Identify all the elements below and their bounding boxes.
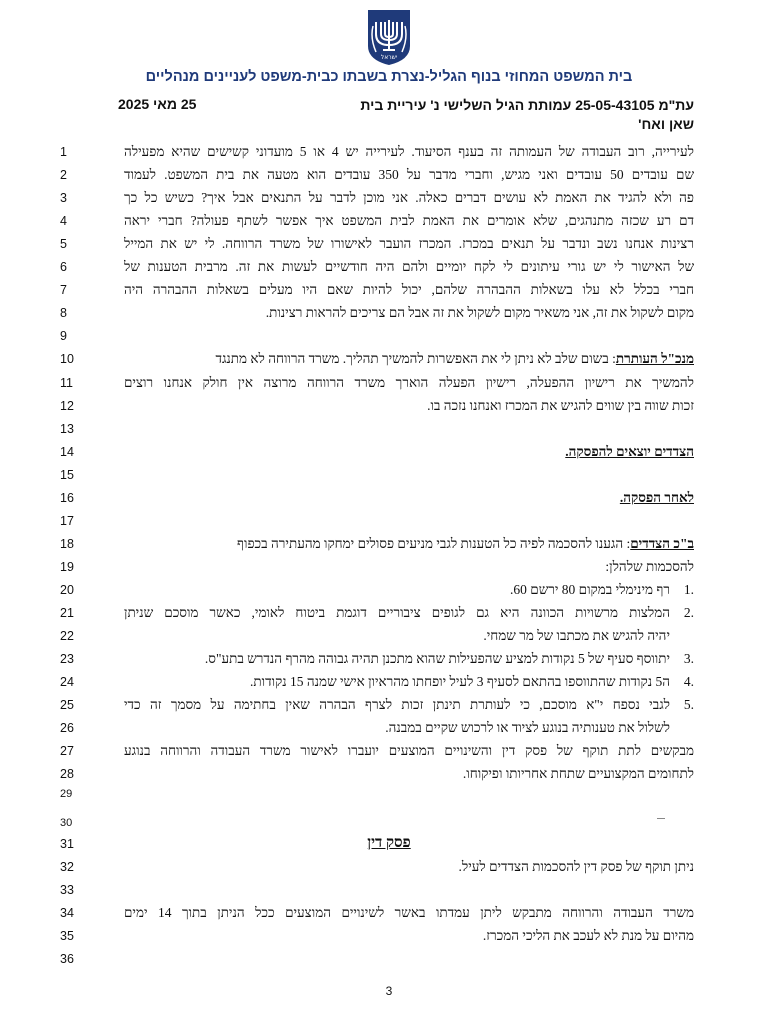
line-number: 12: [60, 398, 74, 413]
transcript-line: [0, 672, 778, 695]
list-item-number: 1.: [683, 581, 694, 597]
line-number: 22: [60, 629, 74, 644]
list-item-text: רף מינימלי במקום 80 ירשם 60.: [510, 581, 670, 597]
line-number: 16: [60, 490, 74, 505]
list-item-number: 4.: [683, 674, 694, 690]
transcript-line: [0, 280, 778, 303]
line-number: 23: [60, 652, 74, 667]
line-text: לתחומים המקצועיים שתחת אחריותו ופיקוחו.: [462, 766, 694, 782]
line-text: פה ולא להגיד את האמת לא עושים דברים כאלה. אני מוכן לדבר על התנאים אבל איך? כשיש כל כך: [124, 190, 694, 206]
list-item-number: 5.: [683, 697, 694, 713]
line-number: 9: [60, 329, 67, 344]
transcript-line: [0, 949, 778, 972]
line-number: 26: [60, 721, 74, 736]
transcript-line: [0, 557, 778, 580]
line-number: 19: [60, 559, 74, 574]
transcript-line: [0, 234, 778, 257]
transcript-line: [0, 649, 778, 672]
page-number: 3: [385, 984, 393, 998]
line-text: מקום לשקול את זה, אני משאיר מקום לשקול את זה אבל הם צריכים להראות רצינות.: [265, 305, 694, 321]
line-text: רצינות אנחנו נשב ונדבר על תנאים במכרז. המכרז הועבר לאישורו של משרד הרווחה. לי יש את המייל: [124, 236, 694, 252]
line-number: 2: [60, 168, 67, 183]
section-heading: הצדדים יוצאים להפסקה.: [565, 443, 694, 459]
line-number: 35: [60, 928, 74, 943]
transcript-line: [0, 511, 778, 534]
transcript-line: [0, 903, 778, 926]
list-item-number: 2.: [683, 605, 694, 620]
transcript-line: [0, 326, 778, 349]
line-text: לשלול את טענותיה בנוגע לציוד או לרכוש שקיים במבנה.: [385, 720, 670, 736]
line-number: 14: [60, 444, 74, 459]
list-item-text: ה5 נקודות שהתווספו בהתאם לסעיף 3 לעיל יופחתו מהראיון אישי שמנה 15 נקודות.: [250, 674, 670, 690]
line-text: של האישור לי יש גורי עיתונים לי לקח יומיים ולהם היה חודשיים לעשות את זה. מרבית הטענות של: [124, 259, 694, 275]
line-text: ניתן תוקף של פסק דין להסכמות הצדדים לעיל.: [458, 858, 694, 874]
svg-text:ישראל: ישראל: [380, 54, 398, 61]
transcript-line: [0, 349, 778, 372]
line-number: 3: [60, 191, 67, 206]
line-number: 13: [60, 421, 74, 436]
speaker-label: ב"כ הצדדים: [630, 535, 694, 551]
line-number: 1: [60, 145, 67, 159]
transcript-line: [0, 165, 778, 188]
transcript-line: [0, 257, 778, 280]
transcript-line: [0, 534, 778, 557]
transcript-line: [0, 787, 778, 810]
transcript-line: [0, 741, 778, 764]
line-number: 31: [60, 836, 74, 851]
line-number: 36: [60, 951, 74, 966]
transcript-line: [0, 626, 778, 649]
list-item-text: יתווסף סעיף של 5 נקודות למציע שהפעילות שהוא מתכנן תהיה גבוהה מהרף הנדרש בתע"ס.: [204, 651, 670, 667]
line-number: 33: [60, 882, 74, 897]
state-emblem-icon: [364, 8, 414, 66]
speaker-text: : בשום שלב לא ניתן לי את האפשרות להמשיך תהליך. משרד הרווחה לא מתנגד: [215, 351, 616, 367]
line-number: 28: [60, 767, 74, 782]
transcript-line: [0, 718, 778, 741]
transcript-line: [0, 442, 778, 465]
section-heading: לאחר הפסקה.: [619, 489, 694, 505]
list-item-text: המלצות מרשויות הכוונה היא גם לגופים ציבוריים דוגמת ביטוח לאומי, כאשר מוסכם שניתן: [124, 605, 670, 620]
line-number: 5: [60, 237, 67, 252]
verdict-heading: פסק דין: [367, 834, 411, 851]
transcript-line: [0, 373, 778, 396]
line-number: 11: [60, 375, 73, 390]
list-item-number: 3.: [683, 651, 694, 667]
transcript-line: [0, 880, 778, 903]
line-text: שם עובדים 50 עובדים ואני מגיש, וחברי מדבר על 350 עובדים הוא מטעה את בית המשפט. לעמוד: [124, 167, 694, 183]
transcript-line: [0, 419, 778, 442]
line-number: 21: [60, 606, 74, 620]
line-number: 20: [60, 582, 74, 597]
line-text: [124, 351, 694, 367]
line-text: חברי בכלל לא עלו בשאלות ההבהרה שלהם, יכול להיות שאם היו מעלים בשאלות ההבהרה היה: [124, 282, 694, 298]
line-text: דם רע שכזה מתנהגים, שלא אומרים את האמת לבית המשפט איך אפשר לשתף פעולה? חברי יראה: [124, 213, 694, 229]
line-number: 32: [60, 859, 74, 874]
line-number: 30: [60, 817, 73, 829]
transcript-line: [0, 926, 778, 949]
transcript-line: [0, 603, 778, 626]
line-text: משרד העבודה והרווחה מתבקש ליתן עמדתו באשר לשינויים המוצעים ככל הניתן בתוך 14 ימים: [124, 904, 694, 920]
transcript-line: [0, 465, 778, 488]
line-number: 10: [60, 352, 74, 367]
speaker-text: : הגענו להסכמה לפיה כל הטענות לגבי מניעים פסולים ימחקו מהעתירה בכפוף: [237, 535, 631, 551]
line-text: מבקשים לתת תוקף של פסק דין והשינויים המוצעים יועברו לאישור משרד העבודה והרווחה בנוגע: [124, 743, 694, 759]
line-number: 17: [60, 513, 74, 528]
line-number: 15: [60, 467, 74, 482]
line-number: 6: [60, 260, 67, 275]
line-text: להסכמות שלהלן:: [605, 558, 694, 574]
line-number: 8: [60, 306, 67, 321]
hearing-date: 25 מאי 2025: [118, 96, 197, 112]
line-number: 18: [60, 536, 74, 551]
court-name: בית המשפט המחוזי בנוף הגליל-נצרת בשבתו כבית-משפט לעניינים מנהליים: [145, 69, 633, 85]
margin-mark: [657, 818, 665, 819]
line-text: יהיה להגיש את מכתבו של מר שמחי.: [483, 628, 670, 644]
transcript-line: [0, 142, 778, 165]
transcript-line: [0, 764, 778, 787]
line-text: לעירייה, רוב העבודה של העמותה זה בענף הסיעוד. לעירייה יש 4 או 5 מועדוני קשישים שהיא מפעילה: [124, 144, 694, 159]
line-number: 27: [60, 744, 74, 759]
transcript-line: [0, 396, 778, 419]
case-title-line-1: עת"מ 25-05-43105 עמותת הגיל השלישי נ' עיריית בית: [360, 97, 694, 113]
line-text: מהיום על מנת לא לעכב את הליכי המכרז.: [482, 927, 694, 943]
transcript-line: [0, 857, 778, 880]
line-number: 25: [60, 698, 74, 713]
line-text: [124, 536, 694, 552]
line-text: להמשיך את רישיון ההפעלה, רישיון הפעלה הוארך משרד הרווחה מרוצה אין חולק אנחנו רוצים: [124, 374, 694, 390]
speaker-label: מנכ"ל העותרת: [615, 351, 694, 367]
line-number: 7: [60, 283, 67, 298]
case-title-line-2: שאן ואח': [638, 116, 694, 132]
line-number: 34: [60, 905, 74, 920]
line-number: 29: [60, 788, 73, 801]
transcript-line: [0, 695, 778, 718]
transcript-line: [0, 488, 778, 511]
transcript-line: [0, 211, 778, 234]
case-title: [304, 96, 694, 134]
line-number: 4: [60, 214, 67, 229]
line-number: 24: [60, 675, 74, 690]
transcript-line: [0, 834, 778, 857]
transcript-line: [0, 580, 778, 603]
transcript-line: [0, 188, 778, 211]
transcript-line: [0, 303, 778, 326]
list-item-text: לגבי נספח י"א מוסכם, כי לעותרת תינתן זכות לצרף הבהרה שאין בחתימה על מסמך זה כדי: [124, 697, 670, 713]
line-text: זכות שווה בין שווים להגיש את המכרז ואנחנו נזכה בו.: [427, 397, 694, 413]
